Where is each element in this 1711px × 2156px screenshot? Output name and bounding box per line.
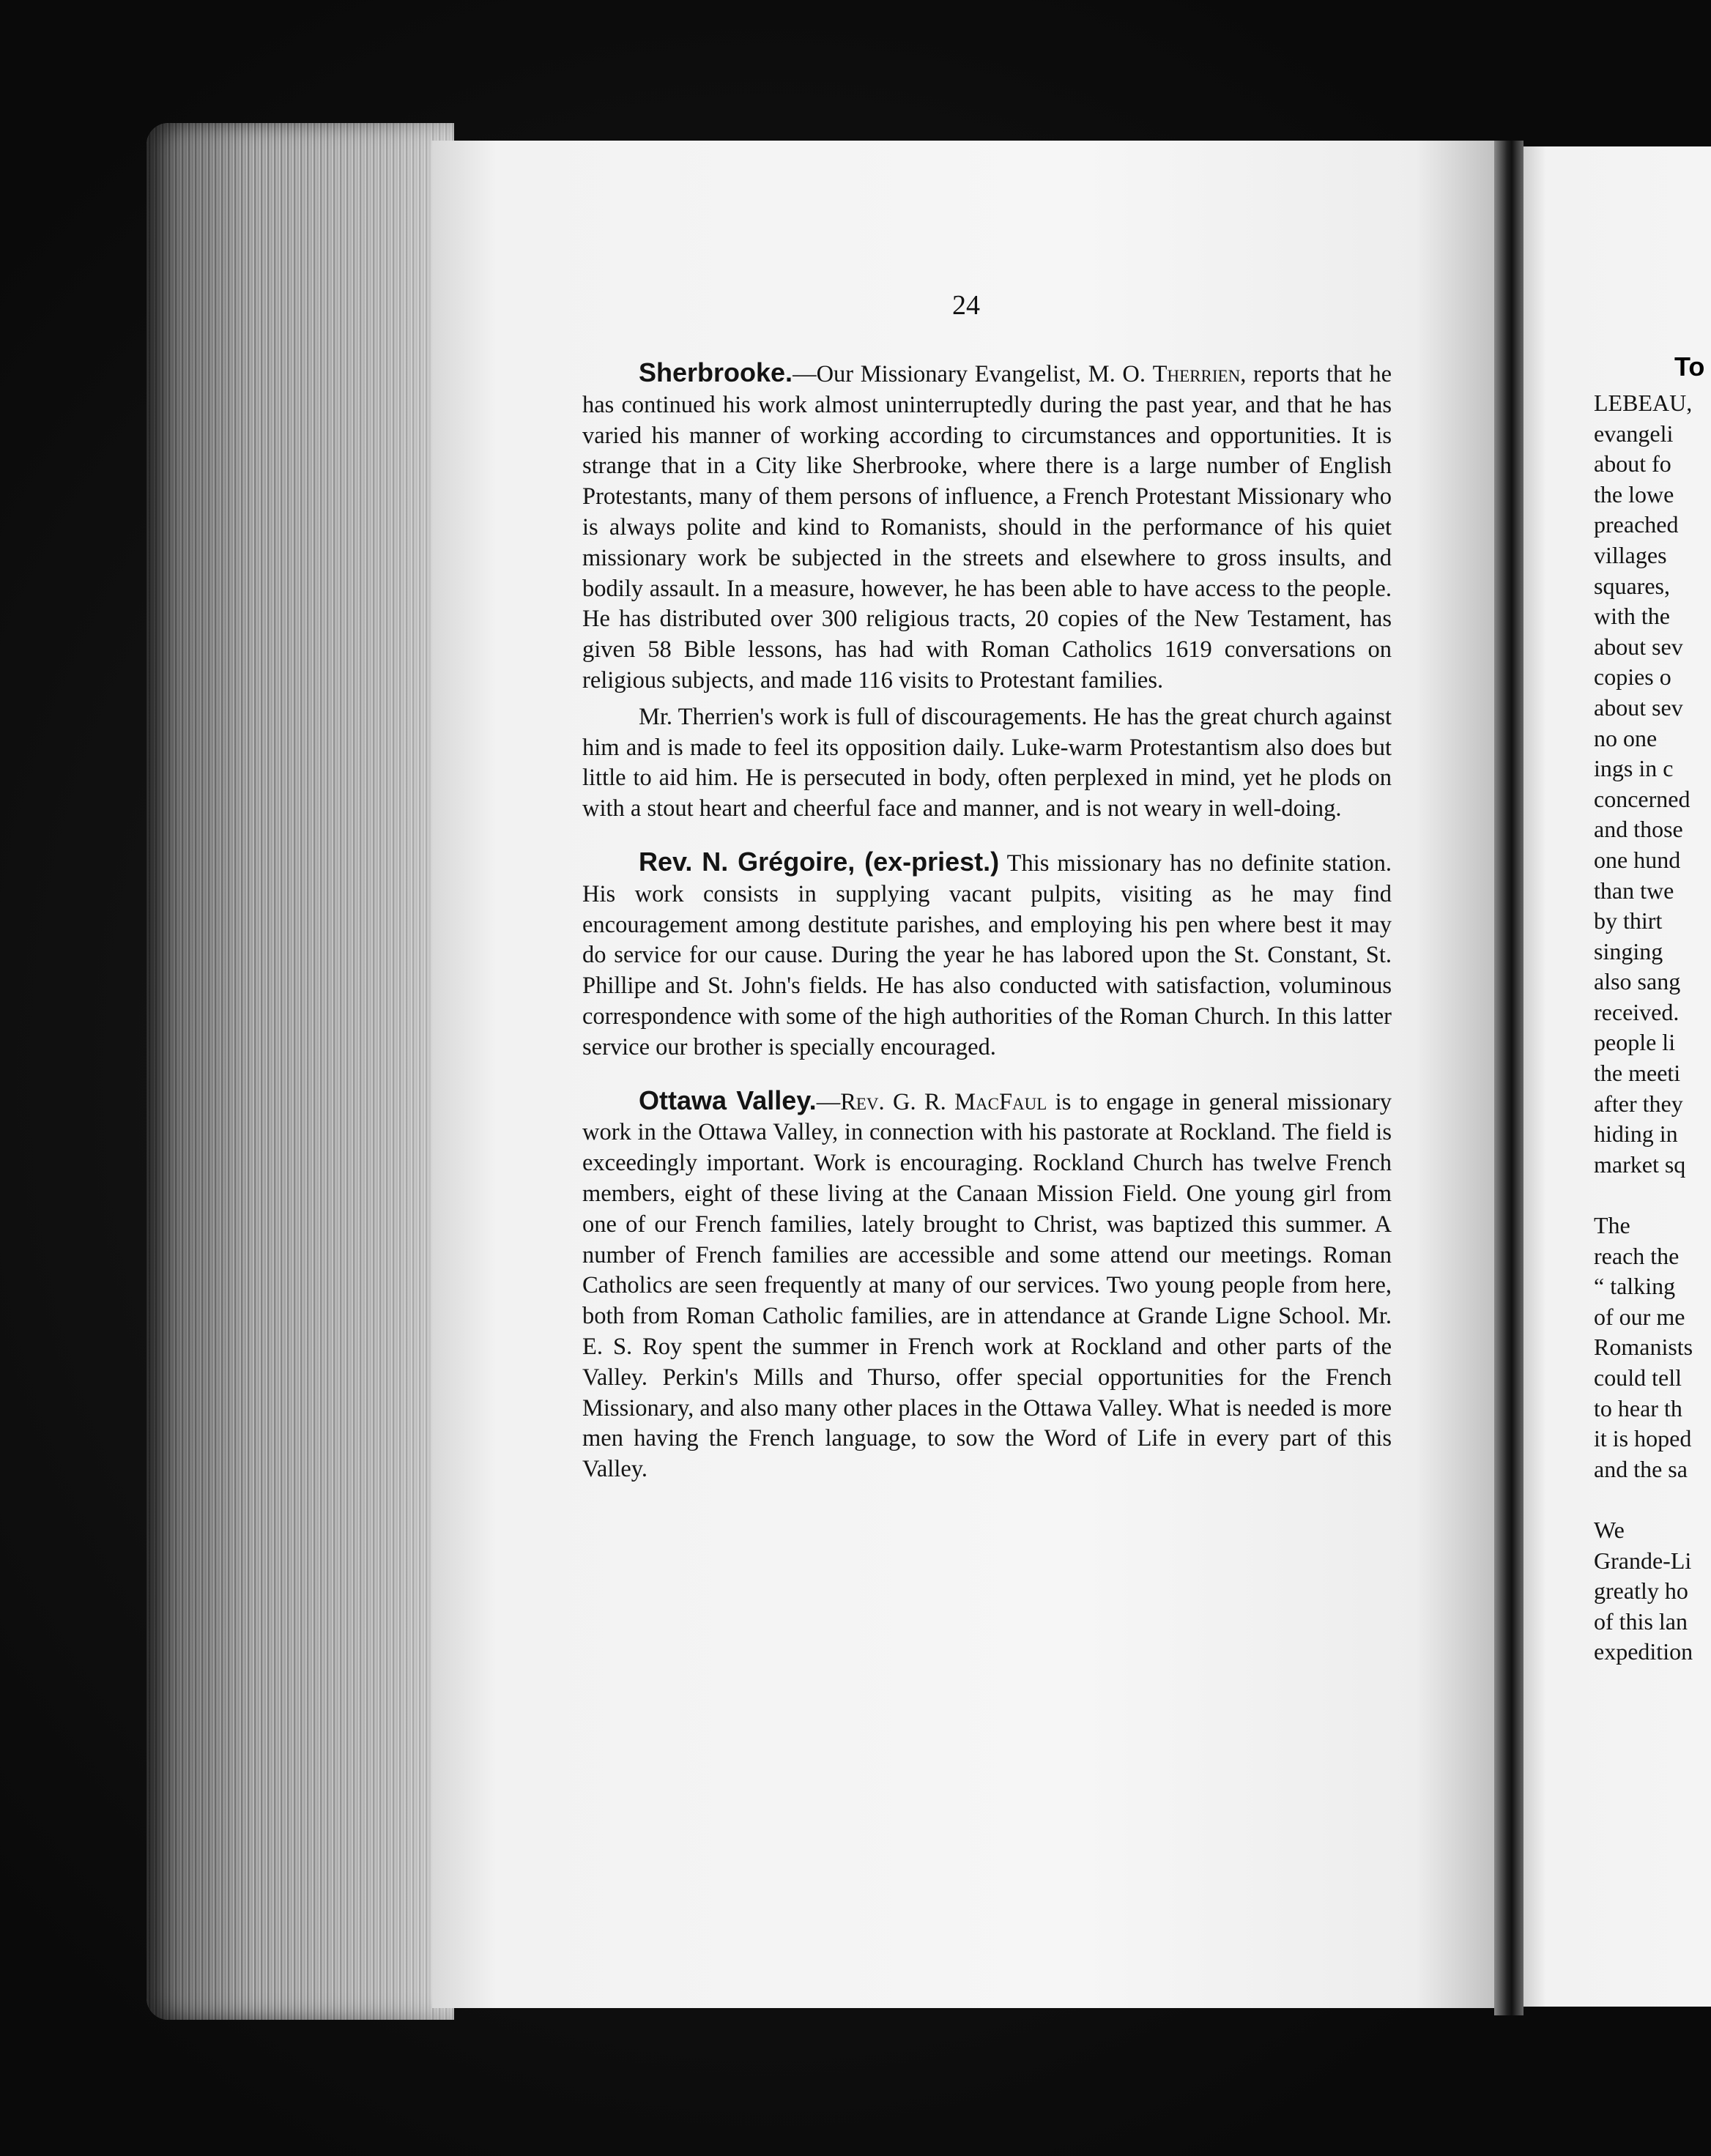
right-page-line: ings in c: [1594, 755, 1674, 782]
section-heading-gregoire: Rev. N. Grégoire, (ex-priest.): [639, 846, 1000, 877]
right-page-line: preached: [1594, 511, 1679, 538]
page-number: 24: [952, 290, 980, 321]
section-ottawa-valley-paragraph: Ottawa Valley.—Rev. G. R. MacFaul is to engage in general missionary work in the Ottawa Valley, in connection with his pastorate at Rockland. The field is exceedingly important. Work is encouraging. Rockland Church has twelve French members, eight of these living at the Canaan Mission Field. One young girl from one of our French families, lately brought to Christ, was baptized this summer. A number of French families are accessible and some attend our meetings. Roman Catholics are seen frequently at many of our services. Two young people from here, both from Roman Catholic families, are in attendance at Grande Ligne School. Mr. E. S. Roy spent the summer in French work at Rockland and other parts of the Valley. Perkin's Mills and Thurso, offer special opportunities for the French Missionary, and also many other places in the Ottawa Valley. What is needed is more men having the French language, to sow the Word of Life in every part of this Valley.: [582, 1085, 1392, 1483]
right-page-line: market sq: [1594, 1151, 1686, 1178]
section-heading-sherbrooke: Sherbrooke.: [639, 357, 793, 387]
section-sherbrooke-paragraph-2: Mr. Therrien's work is full of discouragements. He has the great church against him and is made to feel its opposition daily. Luke-warm Protestantism also does but little to aid him. He is persecuted in body, often perplexed in mind, yet he plods on with a stout heart and cheerful face and manner, and is not weary in well-doing.: [582, 703, 1392, 822]
right-page-line: [1594, 1484, 1711, 1515]
right-page-line: evangeli: [1594, 420, 1674, 447]
right-page-line: singing: [1594, 937, 1663, 964]
right-page-line: to hear th: [1594, 1394, 1682, 1421]
right-page-line: [1594, 1180, 1711, 1211]
right-page-line: concerned: [1594, 785, 1690, 812]
right-page-line: than twe: [1594, 877, 1674, 904]
right-page-line: the lowe: [1594, 480, 1674, 508]
right-page-line: and those: [1594, 816, 1683, 843]
right-page-line: LEBEAU,: [1594, 390, 1693, 416]
right-page-line: by thirt: [1594, 907, 1663, 934]
book-gutter: [1494, 141, 1523, 2015]
section-heading-ottawa-valley: Ottawa Valley.: [639, 1085, 817, 1115]
right-page-line: received.: [1594, 998, 1680, 1025]
right-page-line: greatly ho: [1594, 1577, 1688, 1605]
right-page-line: “ talking: [1594, 1273, 1676, 1300]
right-page-line: We: [1594, 1516, 1625, 1543]
right-page-line: and the sa: [1594, 1455, 1688, 1482]
right-page-line: people li: [1594, 1029, 1676, 1056]
section-sherbrooke-paragraph-1: Sherbrooke.—Our Missionary Evangelist, M. O. Therrien, reports that he has continued his work almost uninterruptedly during the past year, and that he has varied his manner of working according to circumstances and opportunities. It is strange that in a City like Sherbrooke, where there is a large number of English Protestants, many of them persons of influence, a French Protestant Missionary who is always polite and kind to Romanists, should in the performance of his quiet missionary work be subjected in the streets and elsewhere to gross insults, and bodily assault. In a measure, however, he has been able to have access to the people. He has distributed over 300 religious tracts, 20 copies of the New Testament, has given 58 Bible lessons, has had with Roman Catholics 1619 conversations on religious subjects, and made 116 visits to Protestant families.: [582, 357, 1392, 694]
right-page-line: one hund: [1594, 846, 1681, 873]
right-page-line: Romanists: [1594, 1334, 1693, 1361]
right-page-line: squares,: [1594, 572, 1670, 599]
right-page-heading-fragment: To: [1674, 352, 1705, 382]
right-page-line: about sev: [1594, 694, 1683, 721]
left-page-text: [582, 357, 1392, 1485]
person-name: Therrien: [1152, 361, 1241, 387]
right-page-line: The: [1594, 1212, 1630, 1239]
right-page-line: villages: [1594, 541, 1667, 568]
right-page-line: expedition: [1594, 1638, 1693, 1665]
right-page-line: of this lan: [1594, 1607, 1688, 1635]
right-page-line: also sang: [1594, 968, 1681, 995]
right-page-line: it is hoped: [1594, 1425, 1692, 1452]
section-gregoire-paragraph: Rev. N. Grégoire, (ex-priest.) This missionary has no definite station. His work consists in supplying vacant pulpits, visiting as he may find encouragement among destitute parishes, and employing his pen where best it may do service for our cause. During the year he has labored upon the St. Constant, St. Phillipe and St. John's fields. He has also conducted with satisfaction, voluminous correspondence with some of the high authorities of the Roman Church. In this latter service our brother is specially encouraged.: [582, 846, 1392, 1060]
right-page-line: of our me: [1594, 1303, 1685, 1330]
person-name: Rev. G. R. MacFaul: [840, 1088, 1047, 1115]
right-page-line: with the: [1594, 603, 1670, 630]
right-page-line: reach the: [1594, 1242, 1680, 1269]
right-page-line: about sev: [1594, 633, 1683, 660]
right-page-text: [1594, 388, 1711, 1668]
right-page-line: after they: [1594, 1090, 1683, 1117]
right-page-line: copies o: [1594, 663, 1671, 691]
right-page-line: could tell: [1594, 1364, 1682, 1391]
right-page: [1523, 146, 1711, 2007]
right-page-line: Grande-Li: [1594, 1547, 1692, 1574]
page-edges-shade: [146, 123, 454, 2020]
right-page-line: the meeti: [1594, 1060, 1681, 1087]
right-page-line: about fo: [1594, 450, 1671, 477]
right-page-line: no one: [1594, 724, 1658, 751]
right-page-line: hiding in: [1594, 1120, 1678, 1148]
